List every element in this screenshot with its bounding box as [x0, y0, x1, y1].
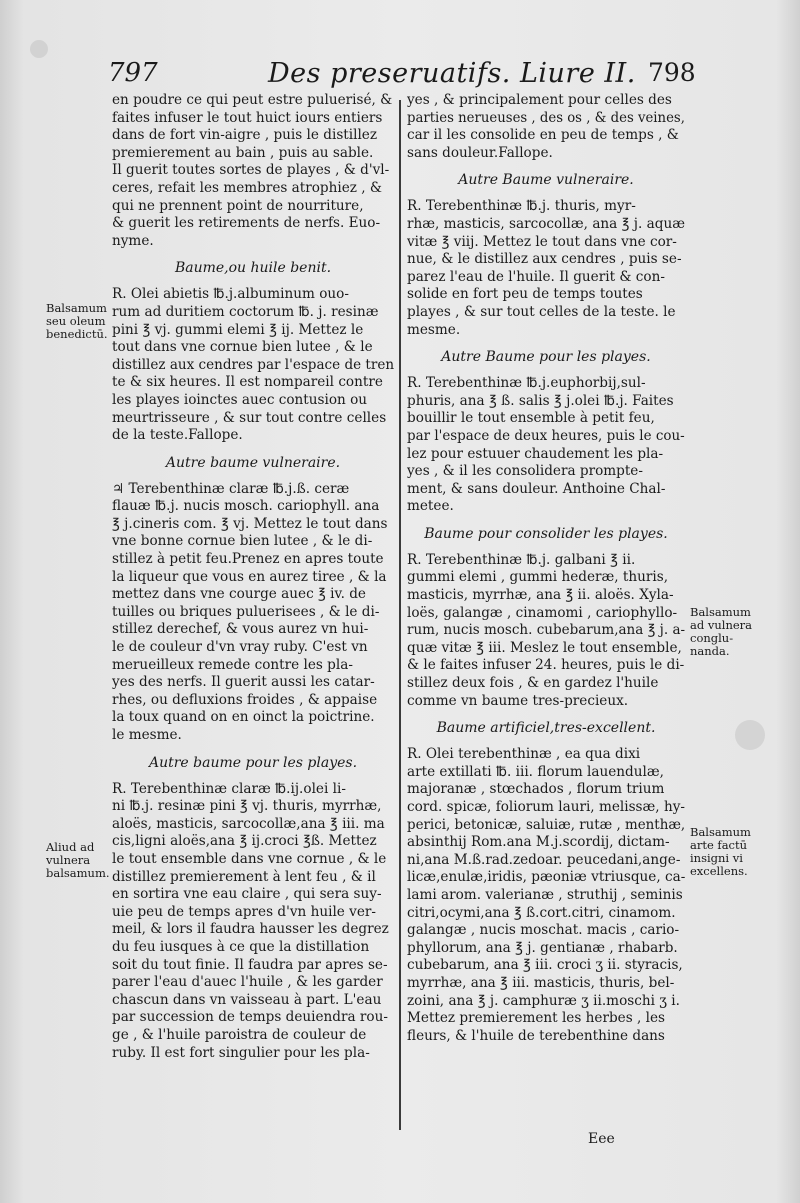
- paragraph: [407, 552, 685, 710]
- paragraph: [112, 92, 394, 250]
- text-line: merueilleux remede contre les pla-: [112, 656, 353, 673]
- column-divider: [399, 100, 401, 1130]
- text-line: uie peu de temps apres d'vn huile ver-: [112, 903, 376, 920]
- text-line: R. Terebenthinæ ℔.j. thuris, myr-: [407, 198, 636, 215]
- margin-note-line: seu oleum: [46, 314, 106, 328]
- paper-stain: [735, 720, 765, 750]
- text-line: yes , & principalement pour celles des: [407, 92, 672, 108]
- text-line: ment, & sans douleur. Anthoine Chal-: [407, 480, 666, 497]
- text-line: R. Terebenthinæ ℔.j.euphorbij,sul-: [407, 375, 646, 392]
- signature-mark: Eee: [588, 1131, 615, 1147]
- margin-note-line: Aliud ad: [46, 840, 95, 854]
- text-line: ♃ Terebenthinæ claræ ℔.j.ß. ceræ: [112, 480, 350, 497]
- text-line: parties nerueuses , des os , & des veines,: [407, 109, 685, 126]
- text-line: stillez deux fois , & en gardez l'huile: [407, 675, 659, 692]
- text-line: myrrhæ, ana ℥ iii. masticis, thuris, bel-: [407, 974, 675, 991]
- text-line: lami arom. valerianæ , struthij , seminis: [407, 886, 683, 903]
- text-line: lez pour estuuer chaudement les pla-: [407, 445, 664, 462]
- text-line: quæ vitæ ℥ iii. Meslez le tout ensemble,: [407, 639, 682, 656]
- text-line: arte extillati ℔. iii. florum lauendulæ,: [407, 763, 664, 780]
- text-line: citri,ocymi,ana ℥ ß.cort.citri, cinamom.: [407, 904, 676, 921]
- paragraph: [112, 286, 394, 444]
- margin-note-line: arte factū: [690, 838, 748, 852]
- text-line: nue, & le distillez aux cendres , puis se-: [407, 251, 682, 268]
- text-line: playes , & sur tout celles de la teste. le: [407, 303, 676, 320]
- text-line: de la teste.Fallope.: [112, 427, 243, 444]
- text-line: ni ℔.j. resinæ pini ℥ vj. thuris, myrrhæ,: [112, 798, 382, 815]
- text-line: parez l'eau de l'huile. Il guerit & con-: [407, 268, 665, 285]
- text-line: phuris, ana ℥ ß. salis ℥ j.olei ℔.j. Faites: [407, 392, 674, 409]
- text-line: stillez à petit feu.Prenez en apres toute: [112, 551, 384, 568]
- margin-note-line: excellens.: [690, 864, 748, 878]
- page-number-right: 798: [648, 58, 696, 87]
- text-line: par succession de temps deuiendra rou-: [112, 1009, 388, 1026]
- text-line: zoini, ana ℥ j. camphuræ ʒ ii.moschi ʒ i.: [407, 992, 680, 1009]
- text-line: distillez premierement à lent feu , & il: [112, 868, 376, 885]
- margin-note-line: ad vulnera: [690, 618, 753, 632]
- text-line: fleurs, & l'huile de terebenthine dans: [407, 1027, 665, 1044]
- text-line: cord. spicæ, foliorum lauri, melissæ, hy-: [407, 799, 685, 815]
- margin-note-balsamum-benedictum: [46, 302, 108, 341]
- text-line: R. Terebenthinæ ℔.j. galbani ℥ ii.: [407, 551, 636, 568]
- text-line: Il guerit toutes sortes de playes , & d'vl-: [112, 162, 390, 179]
- section-heading: Autre baume vulneraire.: [165, 454, 341, 471]
- text-line: rum ad duritiem coctorum ℔. j. resinæ: [112, 303, 379, 320]
- text-line: bouillir le tout ensemble à petit feu,: [407, 410, 655, 427]
- text-line: faites infuser le tout huict iours entiers: [112, 109, 383, 126]
- text-line: ge , & l'huile paroistra de couleur de: [112, 1026, 367, 1043]
- text-line: en sortira vne eau claire , qui sera suy-: [112, 886, 382, 903]
- section-heading: Baume artificiel,tres-excellent.: [436, 720, 656, 737]
- text-line: majoranæ , stœchados , florum trium: [407, 781, 665, 798]
- paragraph: [407, 375, 685, 516]
- text-line: par l'espace de deux heures, puis le cou-: [407, 427, 685, 444]
- text-line: sans douleur.Fallope.: [407, 144, 553, 161]
- paragraph: [407, 198, 685, 339]
- text-line: tout dans vne cornue bien lutee , & le: [112, 339, 373, 356]
- text-line: meurtrisseure , & sur tout contre celles: [112, 409, 387, 426]
- text-line: absinthij Rom.ana M.j.scordij, dictam-: [407, 834, 670, 851]
- text-line: rum, nucis mosch. cubebarum,ana ℥ j. a-: [407, 622, 686, 639]
- page-number-left: 797: [108, 58, 158, 88]
- margin-note-factum-excellens: [690, 826, 751, 878]
- text-line: distillez aux cendres par l'espace de tren: [112, 356, 395, 373]
- text-line: comme vn baume tres-precieux.: [407, 692, 629, 709]
- text-line: R. Olei terebenthinæ , ea qua dixi: [407, 746, 641, 763]
- text-line: yes , & il les consolidera prompte-: [407, 463, 643, 480]
- section-heading: Autre baume pour les playes.: [148, 754, 358, 771]
- text-line: car il les consolide en peu de temps , &: [407, 127, 679, 144]
- right-column: [407, 92, 685, 1045]
- text-line: cubebarum, ana ℥ iii. croci ʒ ii. styracis,: [407, 957, 683, 974]
- text-line: qui ne prennent point de nourriture,: [112, 197, 364, 214]
- text-line: dans de fort vin-aigre , puis le distillez: [112, 127, 378, 144]
- text-line: parer l'eau d'auec l'huile , & les garder: [112, 974, 383, 991]
- text-line: ruby. Il est fort singulier pour les pla-: [112, 1044, 370, 1061]
- margin-note-line: benedictū.: [46, 327, 108, 341]
- text-line: premierement au bain , puis au sable.: [112, 144, 374, 161]
- text-line: chascun dans vn vaisseau à part. L'eau: [112, 991, 382, 1008]
- text-line: yes des nerfs. Il guerit aussi les catar-: [112, 674, 375, 691]
- text-line: & le faites infuser 24. heures, puis le di-: [407, 657, 685, 674]
- text-line: rhæ, masticis, sarcocollæ, ana ℥ j. aquæ: [407, 215, 685, 232]
- margin-note-line: balsamum.: [46, 866, 110, 880]
- text-line: Mettez premierement les herbes , les: [407, 1010, 666, 1027]
- text-line: masticis, myrrhæ, ana ℥ ii. aloës. Xyla-: [407, 587, 674, 604]
- text-line: & guerit les retirements de nerfs. Euo-: [112, 215, 381, 232]
- section-heading: Autre Baume pour les playes.: [441, 349, 651, 366]
- text-line: en poudre ce qui peut estre puluerisé, &: [112, 92, 393, 108]
- section-heading: Baume,ou huile benit.: [174, 260, 332, 277]
- text-line: rhes, ou defluxions froides , & appaise: [112, 691, 378, 708]
- paragraph: [407, 746, 685, 1045]
- text-line: stillez derechef, & vous aurez vn hui-: [112, 621, 369, 638]
- text-line: ℥ j.cineris com. ℥ vj. Mettez le tout dans: [112, 515, 388, 532]
- text-line: pini ℥ vj. gummi elemi ℥ ij. Mettez le: [112, 321, 364, 338]
- text-line: le tout ensemble dans vne cornue , & le: [112, 850, 387, 867]
- paper-stain: [30, 40, 48, 58]
- text-line: aloës, masticis, sarcocollæ,ana ℥ iii. ma: [112, 815, 385, 832]
- text-line: licæ,enulæ,iridis, pæoniæ vtriusque, ca-: [407, 869, 686, 886]
- section-heading: Baume pour consolider les playes.: [424, 525, 668, 542]
- text-line: solide en fort peu de temps toutes: [407, 286, 643, 303]
- text-line: la toux quand on en oinct la poictrine.: [112, 709, 375, 726]
- text-line: phyllorum, ana ℥ j. gentianæ , rhabarb.: [407, 939, 678, 956]
- paragraph: [112, 481, 394, 745]
- text-line: mesme.: [407, 321, 461, 338]
- margin-note-line: vulnera: [46, 853, 91, 867]
- text-line: vitæ ℥ viij. Mettez le tout dans vne cor-: [407, 233, 677, 250]
- margin-note-line: Balsamum: [46, 301, 107, 315]
- text-line: les playes ioinctes auec contusion ou: [112, 391, 368, 408]
- margin-note-line: nanda.: [690, 644, 730, 658]
- text-line: ceres, refait les membres atrophiez , &: [112, 179, 383, 196]
- text-line: nyme.: [112, 232, 154, 249]
- text-line: loës, galangæ , cinamomi , cariophyllo-: [407, 604, 678, 621]
- margin-note-line: insigni vi: [690, 851, 743, 865]
- text-line: galangæ , nucis moschat. macis , cario-: [407, 922, 680, 939]
- text-line: te & six heures. Il est nompareil contre: [112, 374, 383, 391]
- section-heading: Autre Baume vulneraire.: [458, 172, 634, 189]
- text-line: ni,ana M.ß.rad.zedoar. peucedani,ange-: [407, 851, 681, 868]
- text-line: mettez dans vne courge auec ℥ iv. de: [112, 586, 366, 603]
- text-line: soit du tout finie. Il faudra par apres se-: [112, 956, 388, 973]
- text-line: R. Terebenthinæ claræ ℔.ij.olei li-: [112, 780, 346, 797]
- text-line: le mesme.: [112, 727, 182, 743]
- paragraph: [407, 92, 685, 162]
- margin-note-line: Balsamum: [690, 825, 751, 839]
- margin-note-line: Balsamum: [690, 605, 751, 619]
- text-line: perici, betonicæ, saluiæ, rutæ , menthæ,: [407, 816, 686, 833]
- text-line: du feu iusques à ce que la distillation: [112, 938, 370, 955]
- text-line: gummi elemi , gummi hederæ, thuris,: [407, 569, 669, 586]
- text-line: flauæ ℔.j. nucis mosch. cariophyll. ana: [112, 498, 380, 515]
- margin-note-conglutinanda: [690, 606, 752, 658]
- margin-note-aliud-vulnera: [46, 841, 110, 880]
- text-line: le de couleur d'vn vray ruby. C'est vn: [112, 639, 368, 656]
- text-line: cis,ligni aloës,ana ℥ ij.croci ℥ß. Mettez: [112, 833, 377, 850]
- running-title: Des preseruatifs. Liure II.: [268, 58, 636, 89]
- text-line: la liqueur que vous en aurez tiree , & la: [112, 568, 387, 585]
- text-line: metee.: [407, 498, 454, 515]
- text-line: tuilles ou briques puluerisees , & le di-: [112, 603, 380, 620]
- text-line: R. Olei abietis ℔.j.albuminum ouo-: [112, 286, 349, 303]
- text-line: meil, & lors il faudra hausser les degrez: [112, 921, 389, 938]
- text-line: vne bonne cornue bien lutee , & le di-: [112, 533, 373, 550]
- margin-note-line: conglu-: [690, 631, 734, 645]
- paragraph: [112, 781, 394, 1063]
- left-column: [112, 92, 394, 1062]
